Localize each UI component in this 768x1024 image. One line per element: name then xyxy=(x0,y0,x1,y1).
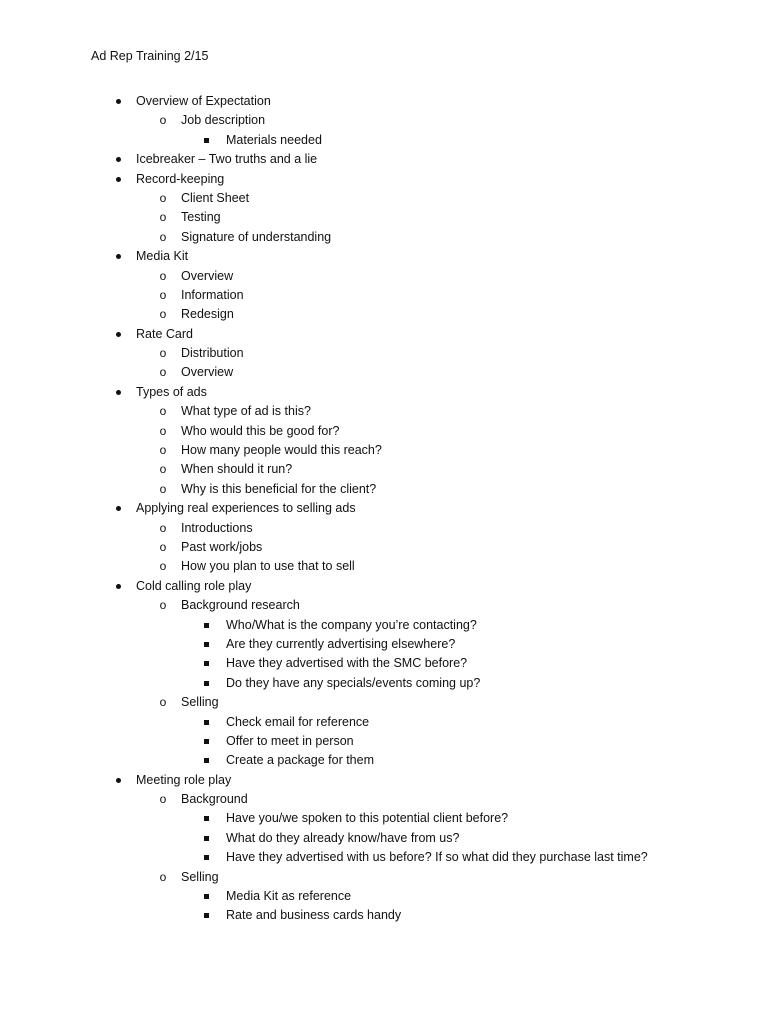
outline-item-level-3 xyxy=(0,906,768,925)
outline-item-text: Who/What is the company you’re contacting? xyxy=(226,617,477,632)
outline-item-text: Have they advertised with us before? If so what did they purchase last time? xyxy=(226,850,648,865)
square-bullet-icon xyxy=(204,816,209,821)
outline-item-level-3 xyxy=(0,887,768,906)
outline-item-text: Icebreaker – Two truths and a lie xyxy=(136,152,318,167)
outline-item-text: Have you/we spoken to this potential client before? xyxy=(226,811,509,826)
outline-item-level-3 xyxy=(0,829,768,848)
outline-item-text: What do they already know/have from us? xyxy=(226,830,460,845)
outline-item-level-3 xyxy=(0,848,768,867)
outline-item-level-2 xyxy=(0,441,768,460)
outline-item-level-3 xyxy=(0,751,768,770)
outline-item-text: Overview xyxy=(181,268,234,283)
hollow-o-bullet-icon: o xyxy=(159,462,167,477)
outline-item-text: Signature of understanding xyxy=(181,229,332,244)
hollow-o-bullet-icon: o xyxy=(159,113,167,128)
outline-item-level-3 xyxy=(0,674,768,693)
hollow-o-bullet-icon: o xyxy=(159,268,167,283)
outline-item-text: Selling xyxy=(181,869,219,884)
outline-item-text: Information xyxy=(181,287,244,302)
outline-item-level-2 xyxy=(0,111,768,130)
outline-item-level-3 xyxy=(0,809,768,828)
outline-item-text: When should it run? xyxy=(181,462,293,477)
outline-item-text: Create a package for them xyxy=(226,753,374,768)
square-bullet-icon xyxy=(204,758,209,763)
outline-item-level-2 xyxy=(0,693,768,712)
outline-item-level-2 xyxy=(0,267,768,286)
square-bullet-icon xyxy=(204,913,209,918)
outline-item-level-2 xyxy=(0,208,768,227)
hollow-o-bullet-icon: o xyxy=(159,346,167,361)
outline-item-text: Media Kit xyxy=(136,249,189,264)
square-bullet-icon xyxy=(204,739,209,744)
outline-item-level-2 xyxy=(0,363,768,382)
outline-item-text: Media Kit as reference xyxy=(226,889,352,904)
outline-item-text: Do they have any specials/events coming up? xyxy=(226,675,481,690)
outline-item-level-2 xyxy=(0,402,768,421)
round-bullet-icon xyxy=(116,332,121,337)
square-bullet-icon xyxy=(204,661,209,666)
square-bullet-icon xyxy=(204,138,209,143)
outline-item-text: What type of ad is this? xyxy=(181,404,311,419)
outline-item-text: Client Sheet xyxy=(181,190,250,205)
outline-item-text: Why is this beneficial for the client? xyxy=(181,481,377,496)
square-bullet-icon xyxy=(204,855,209,860)
outline-item-level-2 xyxy=(0,189,768,208)
square-bullet-icon xyxy=(204,623,209,628)
outline-item-level-2 xyxy=(0,228,768,247)
outline-item-text: Background research xyxy=(181,598,300,613)
outline-item-text: Redesign xyxy=(181,307,234,322)
outline-item-text: Past work/jobs xyxy=(181,539,263,554)
outline-item-level-3 xyxy=(0,713,768,732)
hollow-o-bullet-icon: o xyxy=(159,210,167,225)
outline-item-text: Offer to meet in person xyxy=(226,733,354,748)
outline-item-level-2 xyxy=(0,460,768,479)
outline-item-level-3 xyxy=(0,616,768,635)
outline-item-level-1 xyxy=(0,150,768,169)
round-bullet-icon xyxy=(116,177,121,182)
outline-item-level-3 xyxy=(0,732,768,751)
outline-item-text: Materials needed xyxy=(226,132,322,147)
outline-item-text: Record-keeping xyxy=(136,171,225,186)
hollow-o-bullet-icon: o xyxy=(159,190,167,205)
outline-item-level-2 xyxy=(0,480,768,499)
square-bullet-icon xyxy=(204,720,209,725)
round-bullet-icon xyxy=(116,584,121,589)
outline-item-level-2 xyxy=(0,596,768,615)
outline-item-level-2 xyxy=(0,538,768,557)
outline-item-text: Selling xyxy=(181,695,219,710)
round-bullet-icon xyxy=(116,778,121,783)
outline-item-level-2 xyxy=(0,790,768,809)
outline-item-level-1 xyxy=(0,577,768,596)
outline-item-level-2 xyxy=(0,519,768,538)
outline-item-level-2 xyxy=(0,286,768,305)
hollow-o-bullet-icon: o xyxy=(159,559,167,574)
outline-item-level-1 xyxy=(0,325,768,344)
outline-item-level-2 xyxy=(0,305,768,324)
hollow-o-bullet-icon: o xyxy=(159,598,167,613)
outline-item-level-2 xyxy=(0,868,768,887)
outline-item-text: How many people would this reach? xyxy=(181,443,382,458)
outline-item-text: Overview of Expectation xyxy=(136,94,271,108)
hollow-o-bullet-icon: o xyxy=(159,423,167,438)
hollow-o-bullet-icon: o xyxy=(159,869,167,884)
hollow-o-bullet-icon: o xyxy=(159,539,167,554)
round-bullet-icon xyxy=(116,506,121,511)
hollow-o-bullet-icon: o xyxy=(159,404,167,419)
outline-item-text: Rate and business cards handy xyxy=(226,908,402,923)
outline-item-level-1 xyxy=(0,771,768,790)
square-bullet-icon xyxy=(204,894,209,899)
hollow-o-bullet-icon: o xyxy=(159,520,167,535)
outline-item-text: Meeting role play xyxy=(136,772,232,787)
outline-item-text: How you plan to use that to sell xyxy=(181,559,355,574)
outline-item-level-2 xyxy=(0,557,768,576)
outline-item-text: Rate Card xyxy=(136,326,193,341)
outline-item-level-1 xyxy=(0,499,768,518)
hollow-o-bullet-icon: o xyxy=(159,229,167,244)
hollow-o-bullet-icon: o xyxy=(159,481,167,496)
outline-item-level-1 xyxy=(0,383,768,402)
hollow-o-bullet-icon: o xyxy=(159,365,167,380)
hollow-o-bullet-icon: o xyxy=(159,695,167,710)
outline-item-text: Introductions xyxy=(181,520,253,535)
outline-item-level-1 xyxy=(0,247,768,266)
square-bullet-icon xyxy=(204,681,209,686)
round-bullet-icon xyxy=(116,254,121,259)
outline-item-level-2 xyxy=(0,344,768,363)
square-bullet-icon xyxy=(204,836,209,841)
outline-item-text: Testing xyxy=(181,210,221,225)
outline-item-text: Cold calling role play xyxy=(136,578,252,593)
outline-item-text: Who would this be good for? xyxy=(181,423,340,438)
square-bullet-icon xyxy=(204,642,209,647)
outline-item-level-3 xyxy=(0,654,768,673)
hollow-o-bullet-icon: o xyxy=(159,792,167,807)
outline-item-text: Overview xyxy=(181,365,234,380)
outline-item-level-3 xyxy=(0,131,768,150)
hollow-o-bullet-icon: o xyxy=(159,307,167,322)
outline-item-level-1 xyxy=(0,92,768,111)
outline-item-level-3 xyxy=(0,635,768,654)
outline-item-level-2 xyxy=(0,422,768,441)
outline-item-text: Check email for reference xyxy=(226,714,370,729)
outline-item-text: Distribution xyxy=(181,346,244,361)
hollow-o-bullet-icon: o xyxy=(159,287,167,302)
outline-item-text: Have they advertised with the SMC before? xyxy=(226,656,468,671)
round-bullet-icon xyxy=(116,390,121,395)
outline-item-text: Background xyxy=(181,792,248,807)
document-title: Ad Rep Training 2/15 xyxy=(91,49,209,63)
outline-item-text: Types of ads xyxy=(136,384,207,399)
outline-item-text: Are they currently advertising elsewhere? xyxy=(226,636,456,651)
outline-item-level-1 xyxy=(0,170,768,189)
outline-item-text: Applying real experiences to selling ads xyxy=(136,501,356,516)
hollow-o-bullet-icon: o xyxy=(159,443,167,458)
round-bullet-icon xyxy=(116,157,121,162)
bulleted-outline xyxy=(0,92,768,926)
outline-item-text: Job description xyxy=(181,113,266,128)
round-bullet-icon xyxy=(116,99,121,104)
